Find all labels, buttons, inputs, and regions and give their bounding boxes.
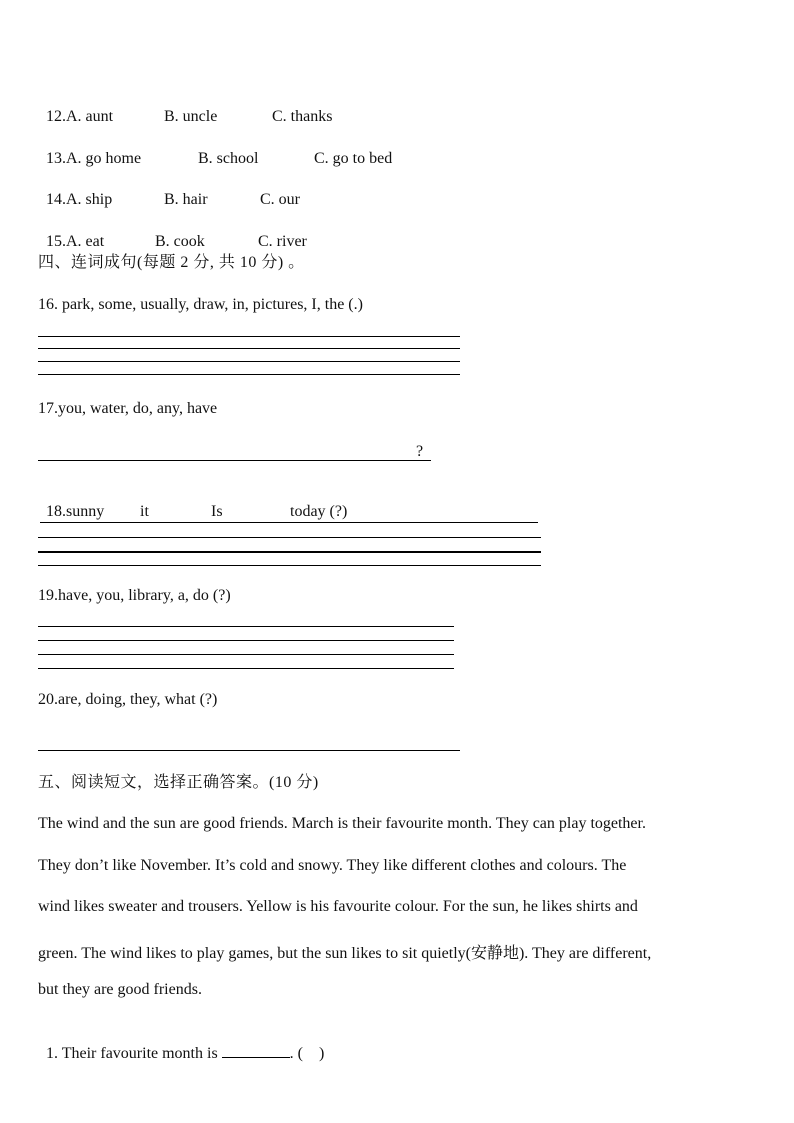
answer-line [38, 750, 460, 751]
word-4: today (?) [290, 503, 348, 520]
question-20: 20.are, doing, they, what (?) [38, 691, 218, 708]
answer-line [38, 537, 541, 538]
passage-line: green. The wind likes to play games, but the sun likes to sit quietly(安静地). They are different, [38, 945, 652, 962]
answer-line [38, 460, 431, 461]
answer-line [38, 336, 460, 337]
question-number: 12. [46, 108, 66, 125]
answer-line [38, 654, 454, 655]
option-b: B. cook [155, 233, 205, 250]
question-15 [38, 212, 307, 252]
section-5-heading: 五、阅读短文，选择正确答案。(10 分) [38, 774, 319, 791]
answer-line [38, 565, 541, 566]
option-c: C. river [258, 233, 307, 250]
option-a: A. ship [66, 191, 113, 208]
option-b: B. uncle [164, 108, 218, 125]
word-1: sunny [66, 503, 105, 520]
passage-line: but they are good friends. [38, 981, 202, 998]
answer-line [38, 640, 454, 641]
answer-line [38, 348, 460, 349]
word-2: it [140, 503, 149, 520]
option-b: B. school [198, 150, 259, 167]
option-a: A. eat [66, 233, 105, 250]
question-18 [38, 482, 347, 522]
answer-line [38, 668, 454, 669]
option-c: C. thanks [272, 108, 333, 125]
reading-question-1 [38, 1023, 324, 1064]
question-number: 13. [46, 150, 66, 167]
question-number: 18. [46, 503, 66, 520]
option-c: C. go to bed [314, 150, 393, 167]
question-number: 15. [46, 233, 66, 250]
passage-line: The wind and the sun are good friends. March is their favourite month. They can play together. [38, 815, 646, 832]
passage-line: wind likes sweater and trousers. Yellow is his favourite colour. For the sun, he likes shirts and [38, 898, 638, 915]
question-mark: ? [416, 443, 424, 460]
question-number: 14. [46, 191, 66, 208]
question-text: 1. Their favourite month is [46, 1045, 218, 1062]
option-a: A. aunt [66, 108, 114, 125]
question-17: 17.you, water, do, any, have [38, 400, 218, 417]
word-3: Is [211, 503, 223, 520]
answer-line [38, 626, 454, 627]
answer-line [38, 374, 460, 375]
answer-blank[interactable] [222, 1043, 290, 1058]
option-a: A. go home [66, 150, 142, 167]
answer-line [40, 522, 538, 523]
question-12 [38, 87, 332, 127]
section-4-heading: 四、连词成句(每题 2 分, 共 10 分) 。 [38, 254, 305, 271]
option-b: B. hair [164, 191, 208, 208]
question-16: 16. park, some, usually, draw, in, pictures, I, the (.) [38, 296, 363, 313]
question-19: 19.have, you, library, a, do (?) [38, 587, 231, 604]
question-14 [38, 170, 300, 210]
question-13 [38, 129, 392, 169]
answer-bracket: . ( ) [289, 1045, 325, 1062]
passage-line: They don’t like November. It’s cold and snowy. They like different clothes and colours. The [38, 857, 627, 874]
answer-line [38, 361, 460, 362]
answer-line [38, 551, 541, 553]
option-c: C. our [260, 191, 300, 208]
